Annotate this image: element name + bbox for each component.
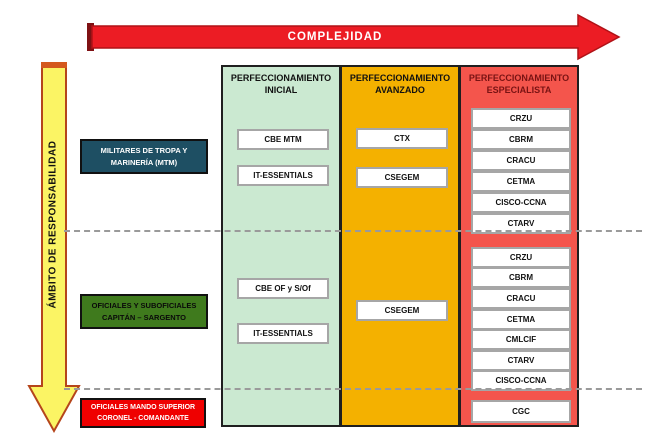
column-especialista-header: [461, 67, 577, 96]
row-label-mtm: [80, 139, 208, 174]
row-label-mando-superior: [80, 398, 206, 428]
column-perfeccionamiento-inicial: [221, 65, 341, 427]
course-box-cbe-mtm: CBE MTM: [237, 129, 329, 150]
course-box-cracu-mtm: CRACU: [471, 150, 571, 171]
course-box-cetma-mtm: CETMA: [471, 171, 571, 192]
row-label-oficiales-line1: OFICIALES Y SUBOFICIALES: [91, 301, 197, 311]
complexity-arrow-label: COMPLEJIDAD: [287, 31, 383, 43]
column-avanzado-header-line1: PERFECCIONAMIENTO: [349, 73, 451, 83]
course-box-cetma-of: CETMA: [471, 309, 571, 330]
row-label-oficiales-suboficiales: [80, 294, 208, 329]
column-inicial-header-line2: INICIAL: [264, 84, 298, 95]
responsibility-arrow-icon: [0, 0, 90, 440]
dashed-divider-1: [64, 230, 642, 232]
column-avanzado-header-line2: AVANZADO: [375, 84, 425, 95]
course-box-cmlcif-of: CMLCIF: [471, 329, 571, 350]
course-box-crzu-of: CRZU: [471, 247, 571, 268]
course-box-ctarv-of: CTARV: [471, 350, 571, 371]
course-box-csegem-mtm: CSEGEM: [356, 167, 448, 188]
column-inicial-header: [223, 67, 339, 96]
course-box-cisco-ccna-mtm: CISCO-CCNA: [471, 192, 571, 213]
course-box-cbe-of: CBE OF y S/Of: [237, 278, 329, 299]
column-avanzado-header: [342, 67, 458, 96]
row-label-superior-line2: CORONEL - COMANDANTE: [97, 415, 189, 422]
row-label-superior-line1: OFICIALES MANDO SUPERIOR: [90, 403, 196, 411]
course-box-cgc: CGC: [471, 400, 571, 423]
row-label-oficiales-line2: CAPITÁN – SARGENTO: [101, 312, 187, 322]
course-box-ctarv-mtm: CTARV: [471, 213, 571, 234]
column-inicial-header-line1: PERFECCIONAMIENTO: [230, 73, 332, 83]
course-box-cbrm-mtm: CBRM: [471, 129, 571, 150]
column-especialista-header-line1: PERFECCIONAMIENTO: [468, 73, 570, 83]
row-label-mtm-line1: MILITARES DE TROPA Y: [100, 146, 188, 156]
course-box-csegem-of: CSEGEM: [356, 300, 448, 321]
course-box-it-essentials-of: IT-ESSENTIALS: [237, 323, 329, 344]
course-box-cisco-ccna-of: CISCO-CCNA: [471, 370, 571, 391]
course-box-crzu-mtm: CRZU: [471, 108, 571, 129]
column-perfeccionamiento-especialista: [459, 65, 579, 427]
column-especialista-header-line2: ESPECIALISTA: [486, 84, 552, 95]
column-perfeccionamiento-avanzado: [340, 65, 460, 427]
dashed-divider-2: [64, 388, 642, 390]
course-box-cbrm-of: CBRM: [471, 267, 571, 288]
course-box-ctx: CTX: [356, 128, 448, 149]
row-label-mtm-line2: MARINERÍA (MTM): [110, 157, 178, 167]
course-box-it-essentials-mtm: IT-ESSENTIALS: [237, 165, 329, 186]
responsibility-arrow-label: ÁMBITO DE RESPONSABILIDAD: [47, 140, 59, 309]
course-box-cracu-of: CRACU: [471, 288, 571, 309]
